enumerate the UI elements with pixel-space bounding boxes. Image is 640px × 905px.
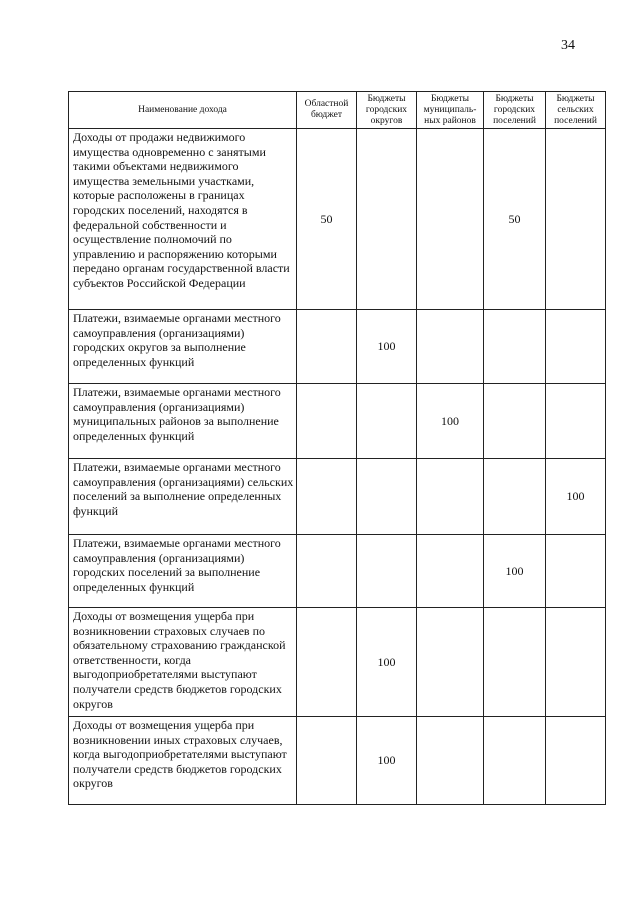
rural-settlements-share xyxy=(546,535,606,608)
rural-settlements-share xyxy=(546,129,606,310)
regional-share xyxy=(297,459,357,535)
rural-settlements-share xyxy=(546,310,606,384)
header-urban-settlement-budgets: Бюджеты городских поселений xyxy=(484,92,546,129)
table-row xyxy=(69,310,606,384)
table-row xyxy=(69,717,606,805)
income-name: Платежи, взимаемые органами местного самоуправления (организациями) муниципальных районов за выполнение определенных функций xyxy=(69,384,297,459)
regional-share xyxy=(297,535,357,608)
municipal-districts-share xyxy=(417,717,484,805)
income-name: Доходы от продажи недвижимого имущества одновременно с занятыми такими объектами недвижимого имущества земельными участками, которые расположены в границах городских поселений, находятся в федеральной собственности и осуществление полномочий по управлению и распоряжению которыми передано органам государственной власти субъектов Российской Федерации xyxy=(69,129,297,310)
rural-settlements-share xyxy=(546,384,606,459)
city-districts-share xyxy=(357,129,417,310)
table-row xyxy=(69,535,606,608)
revenue-distribution-table xyxy=(68,91,606,805)
city-districts-share xyxy=(357,459,417,535)
municipal-districts-share xyxy=(417,459,484,535)
table-row xyxy=(69,384,606,459)
income-name: Доходы от возмещения ущерба при возникновении иных страховых случаев, когда выгодоприобретателями выступают получатели средств бюджетов городских округов xyxy=(69,717,297,805)
header-regional-budget: Областной бюджет xyxy=(297,92,357,129)
municipal-districts-share xyxy=(417,310,484,384)
city-districts-share: 100 xyxy=(357,717,417,805)
urban-settlements-share xyxy=(484,310,546,384)
regional-share: 50 xyxy=(297,129,357,310)
urban-settlements-share xyxy=(484,459,546,535)
header-city-district-budgets: Бюджеты городских округов xyxy=(357,92,417,129)
table-row xyxy=(69,129,606,310)
urban-settlements-share xyxy=(484,717,546,805)
city-districts-share xyxy=(357,535,417,608)
rural-settlements-share xyxy=(546,608,606,717)
city-districts-share: 100 xyxy=(357,310,417,384)
urban-settlements-share: 100 xyxy=(484,535,546,608)
regional-share xyxy=(297,717,357,805)
urban-settlements-share: 50 xyxy=(484,129,546,310)
regional-share xyxy=(297,384,357,459)
rural-settlements-share xyxy=(546,717,606,805)
table-row xyxy=(69,459,606,535)
table-row xyxy=(69,608,606,717)
income-name: Доходы от возмещения ущерба при возникновении страховых случаев по обязательному страхованию гражданской ответственности, когда выгодоприобретателями выступают получатели средств бюджетов городских округов xyxy=(69,608,297,717)
rural-settlements-share: 100 xyxy=(546,459,606,535)
city-districts-share xyxy=(357,384,417,459)
header-rural-settlement-budgets: Бюджеты сельских поселений xyxy=(546,92,606,129)
regional-share xyxy=(297,608,357,717)
header-income-name: Наименование дохода xyxy=(69,92,297,129)
page-number: 34 xyxy=(561,38,575,53)
header-municipal-district-budgets: Бюджеты муниципаль-ных районов xyxy=(417,92,484,129)
income-name: Платежи, взимаемые органами местного самоуправления (организациями) городских поселений за выполнение определенных функций xyxy=(69,535,297,608)
table-header-row xyxy=(69,92,606,129)
urban-settlements-share xyxy=(484,384,546,459)
income-name: Платежи, взимаемые органами местного самоуправления (организациями) городских округов за выполнение определенных функций xyxy=(69,310,297,384)
city-districts-share: 100 xyxy=(357,608,417,717)
municipal-districts-share xyxy=(417,608,484,717)
municipal-districts-share xyxy=(417,129,484,310)
municipal-districts-share xyxy=(417,535,484,608)
urban-settlements-share xyxy=(484,608,546,717)
income-name: Платежи, взимаемые органами местного самоуправления (организациями) сельских поселений за выполнение определенных функций xyxy=(69,459,297,535)
municipal-districts-share: 100 xyxy=(417,384,484,459)
regional-share xyxy=(297,310,357,384)
